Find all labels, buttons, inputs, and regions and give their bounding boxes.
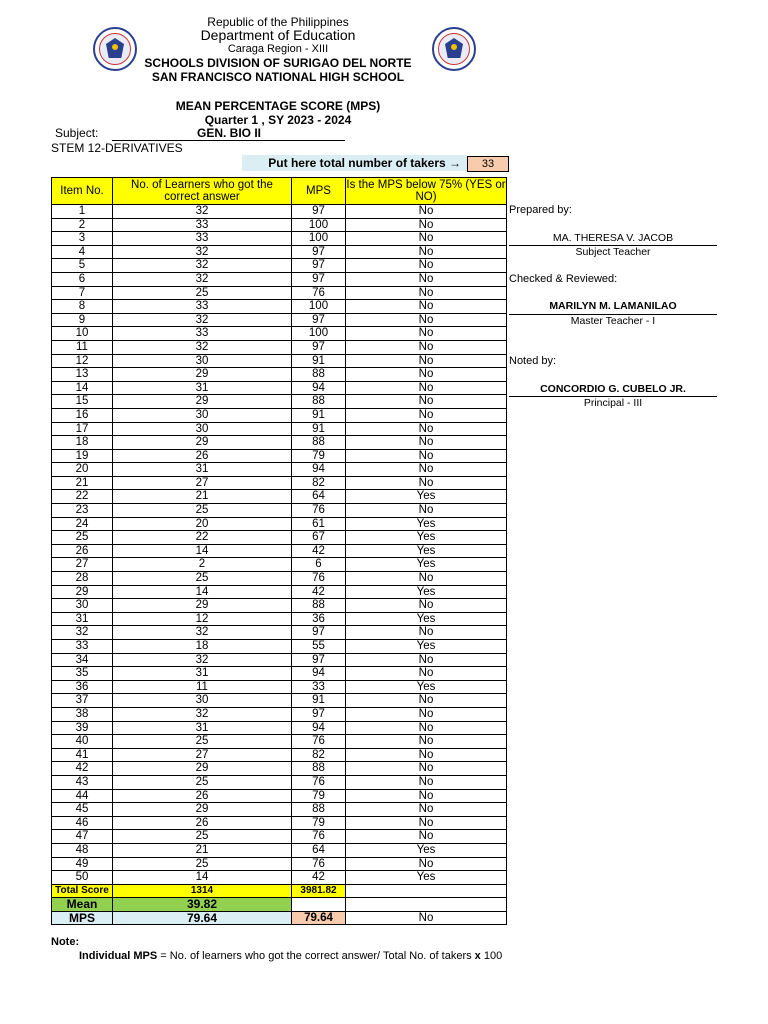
- correct-count-cell: 32: [113, 707, 292, 721]
- table-row: [52, 558, 507, 572]
- below-75-cell: No: [346, 775, 507, 789]
- col-below-header: Is the MPS below 75% (YES or NO): [346, 179, 506, 203]
- correct-count-cell: 32: [113, 245, 292, 259]
- mps-cell: 88: [292, 395, 346, 409]
- mps-cell: 97: [292, 340, 346, 354]
- table-row: [52, 476, 507, 490]
- correct-count-cell: 33: [113, 232, 292, 246]
- item-no-cell: 25: [52, 531, 113, 545]
- item-no-cell: 9: [52, 313, 113, 327]
- mps-cell: 100: [292, 300, 346, 314]
- below-75-cell: No: [346, 232, 507, 246]
- correct-count-cell: 18: [113, 640, 292, 654]
- table-row: [52, 205, 507, 219]
- mps-cell: 94: [292, 463, 346, 477]
- prepared-label: Prepared by:: [509, 204, 572, 216]
- below-75-cell: No: [346, 694, 507, 708]
- total-row: [52, 884, 507, 898]
- mps-cell: 97: [292, 245, 346, 259]
- correct-count-cell: 22: [113, 531, 292, 545]
- table-row: [52, 354, 507, 368]
- report-title: MEAN PERCENTAGE SCORE (MPS): [175, 99, 381, 113]
- table-row: [52, 463, 507, 477]
- correct-count-cell: 25: [113, 504, 292, 518]
- below-75-cell: No: [346, 272, 507, 286]
- table-row: [52, 626, 507, 640]
- below-75-cell: Yes: [346, 843, 507, 857]
- item-no-cell: 50: [52, 871, 113, 885]
- table-row: [52, 612, 507, 626]
- table-row: [52, 490, 507, 504]
- mps-cell: 91: [292, 354, 346, 368]
- total-blank: [346, 884, 507, 898]
- correct-count-cell: 33: [113, 218, 292, 232]
- mps-cell: 76: [292, 735, 346, 749]
- mps-cell: 91: [292, 422, 346, 436]
- below-75-cell: No: [346, 748, 507, 762]
- below-75-cell: No: [346, 789, 507, 803]
- mps-cell: 82: [292, 748, 346, 762]
- below-75-cell: No: [346, 408, 507, 422]
- prepared-role: Subject Teacher: [575, 246, 651, 258]
- below-75-cell: Yes: [346, 558, 507, 572]
- noted-label: Noted by:: [509, 355, 557, 367]
- mps-cell: 82: [292, 476, 346, 490]
- below-75-cell: No: [346, 735, 507, 749]
- item-no-cell: 1: [52, 205, 113, 219]
- correct-count-cell: 32: [113, 205, 292, 219]
- below-75-cell: No: [346, 340, 507, 354]
- below-75-cell: No: [346, 449, 507, 463]
- mps-cell: 55: [292, 640, 346, 654]
- mps-cell: 61: [292, 517, 346, 531]
- noted-name: CONCORDIO G. CUBELO JR.: [540, 383, 686, 395]
- table-row: [52, 789, 507, 803]
- mps-cell: 76: [292, 830, 346, 844]
- item-no-cell: 16: [52, 408, 113, 422]
- correct-count-cell: 29: [113, 803, 292, 817]
- item-no-cell: 18: [52, 436, 113, 450]
- table-row: [52, 327, 507, 341]
- mps-cell: 94: [292, 667, 346, 681]
- mps-cell: 64: [292, 490, 346, 504]
- item-no-cell: 2: [52, 218, 113, 232]
- item-no-cell: 41: [52, 748, 113, 762]
- mps-value-highlight: 79.64: [292, 911, 346, 925]
- correct-count-cell: 29: [113, 762, 292, 776]
- correct-count-cell: 33: [113, 300, 292, 314]
- table-row: [52, 395, 507, 409]
- correct-count-cell: 12: [113, 612, 292, 626]
- item-no-cell: 13: [52, 368, 113, 382]
- correct-count-cell: 27: [113, 476, 292, 490]
- item-no-cell: 20: [52, 463, 113, 477]
- below-75-cell: No: [346, 653, 507, 667]
- mps-cell: 42: [292, 585, 346, 599]
- mps-cell: 36: [292, 612, 346, 626]
- item-no-cell: 23: [52, 504, 113, 518]
- mps-cell: 42: [292, 544, 346, 558]
- mean-value: 39.82: [113, 898, 292, 912]
- mps-cell: 76: [292, 775, 346, 789]
- correct-count-cell: 32: [113, 313, 292, 327]
- correct-count-cell: 25: [113, 830, 292, 844]
- mps-row: [52, 911, 507, 925]
- correct-count-cell: 30: [113, 408, 292, 422]
- table-row: [52, 680, 507, 694]
- correct-count-cell: 32: [113, 340, 292, 354]
- item-no-cell: 37: [52, 694, 113, 708]
- item-no-cell: 10: [52, 327, 113, 341]
- below-75-cell: Yes: [346, 680, 507, 694]
- correct-count-cell: 25: [113, 857, 292, 871]
- below-75-cell: No: [346, 436, 507, 450]
- below-75-cell: No: [346, 572, 507, 586]
- correct-count-cell: 26: [113, 816, 292, 830]
- below-75-cell: No: [346, 504, 507, 518]
- subject-label: Subject:: [55, 126, 99, 140]
- mps-cell: 91: [292, 408, 346, 422]
- below-75-cell: No: [346, 830, 507, 844]
- correct-count-cell: 26: [113, 789, 292, 803]
- item-no-cell: 42: [52, 762, 113, 776]
- table-row: [52, 735, 507, 749]
- correct-count-cell: 32: [113, 626, 292, 640]
- mps-cell: 76: [292, 857, 346, 871]
- table-row: [52, 449, 507, 463]
- correct-count-cell: 11: [113, 680, 292, 694]
- below-75-cell: No: [346, 313, 507, 327]
- mps-cell: 76: [292, 504, 346, 518]
- mps-cell: 97: [292, 272, 346, 286]
- correct-count-cell: 14: [113, 544, 292, 558]
- item-no-cell: 21: [52, 476, 113, 490]
- table-row: [52, 381, 507, 395]
- table-row: [52, 816, 507, 830]
- table-row: [52, 857, 507, 871]
- below-75-cell: Yes: [346, 612, 507, 626]
- table-row: [52, 871, 507, 885]
- item-no-cell: 38: [52, 707, 113, 721]
- item-no-cell: 40: [52, 735, 113, 749]
- noted-role: Principal - III: [583, 397, 643, 409]
- mps-cell: 100: [292, 327, 346, 341]
- item-no-cell: 27: [52, 558, 113, 572]
- section-text: STEM 12-DERIVATIVES: [51, 141, 183, 155]
- item-no-cell: 34: [52, 653, 113, 667]
- table-row: [52, 259, 507, 273]
- below-75-cell: No: [346, 354, 507, 368]
- below-75-cell: No: [346, 300, 507, 314]
- correct-count-cell: 30: [113, 422, 292, 436]
- mps-cell: 76: [292, 572, 346, 586]
- mps-cell: 67: [292, 531, 346, 545]
- table-row: [52, 748, 507, 762]
- below-75-cell: Yes: [346, 531, 507, 545]
- correct-count-cell: 31: [113, 667, 292, 681]
- correct-count-cell: 31: [113, 381, 292, 395]
- item-no-cell: 11: [52, 340, 113, 354]
- item-no-cell: 44: [52, 789, 113, 803]
- table-row: [52, 408, 507, 422]
- below-75-cell: No: [346, 707, 507, 721]
- mps-cell: 64: [292, 843, 346, 857]
- takers-input[interactable]: 33: [467, 156, 509, 172]
- item-no-cell: 45: [52, 803, 113, 817]
- mps-cell: 88: [292, 368, 346, 382]
- below-75-cell: Yes: [346, 871, 507, 885]
- mps-value: 79.64: [113, 911, 292, 925]
- table-row: [52, 599, 507, 613]
- item-no-cell: 19: [52, 449, 113, 463]
- table-header-row: [52, 178, 507, 205]
- correct-count-cell: 31: [113, 721, 292, 735]
- below-75-cell: No: [346, 259, 507, 273]
- below-75-cell: No: [346, 857, 507, 871]
- item-no-cell: 15: [52, 395, 113, 409]
- item-no-cell: 28: [52, 572, 113, 586]
- table-row: [52, 272, 507, 286]
- total-mps: 3981.82: [292, 884, 346, 898]
- table-row: [52, 803, 507, 817]
- correct-count-cell: 32: [113, 272, 292, 286]
- table-row: [52, 300, 507, 314]
- col-correct-header: No. of Learners who got the correct answer: [113, 178, 292, 205]
- note-formula-x: x: [474, 950, 481, 962]
- region-text: Caraga Region - XIII: [227, 43, 329, 55]
- mps-cell: 94: [292, 381, 346, 395]
- note-formula: [79, 950, 502, 962]
- item-no-cell: 43: [52, 775, 113, 789]
- item-no-cell: 47: [52, 830, 113, 844]
- table-row: [52, 640, 507, 654]
- below-75-cell: Yes: [346, 517, 507, 531]
- item-no-cell: 7: [52, 286, 113, 300]
- mps-cell: 100: [292, 218, 346, 232]
- table-row: [52, 245, 507, 259]
- item-no-cell: 12: [52, 354, 113, 368]
- mps-below: No: [346, 911, 507, 925]
- table-row: [52, 313, 507, 327]
- mps-cell: 88: [292, 762, 346, 776]
- item-no-cell: 35: [52, 667, 113, 681]
- table-row: [52, 667, 507, 681]
- table-row: [52, 762, 507, 776]
- item-no-cell: 26: [52, 544, 113, 558]
- prepared-name: MA. THERESA V. JACOB: [552, 232, 674, 244]
- table-row: [52, 544, 507, 558]
- below-75-cell: No: [346, 245, 507, 259]
- item-no-cell: 8: [52, 300, 113, 314]
- mean-label: Mean: [52, 898, 113, 912]
- below-75-cell: No: [346, 368, 507, 382]
- below-75-cell: No: [346, 395, 507, 409]
- mps-cell: 76: [292, 286, 346, 300]
- col-mps-header: MPS: [292, 178, 346, 205]
- mps-cell: 97: [292, 205, 346, 219]
- below-75-cell: No: [346, 599, 507, 613]
- item-no-cell: 5: [52, 259, 113, 273]
- table-row: [52, 504, 507, 518]
- correct-count-cell: 14: [113, 585, 292, 599]
- item-no-cell: 22: [52, 490, 113, 504]
- table-row: [52, 286, 507, 300]
- below-75-cell: No: [346, 476, 507, 490]
- table-row: [52, 653, 507, 667]
- mps-cell: 79: [292, 816, 346, 830]
- mps-cell: 33: [292, 680, 346, 694]
- item-no-cell: 32: [52, 626, 113, 640]
- correct-count-cell: 26: [113, 449, 292, 463]
- table-row: [52, 517, 507, 531]
- correct-count-cell: 25: [113, 572, 292, 586]
- item-no-cell: 30: [52, 599, 113, 613]
- item-no-cell: 14: [52, 381, 113, 395]
- mps-cell: 88: [292, 599, 346, 613]
- division-text: SCHOOLS DIVISION OF SURIGAO DEL NORTE: [144, 56, 412, 70]
- mps-cell: 88: [292, 436, 346, 450]
- note-formula-end: 100: [483, 950, 503, 962]
- col-item-header: Item No.: [52, 178, 113, 205]
- below-75-cell: No: [346, 803, 507, 817]
- item-no-cell: 17: [52, 422, 113, 436]
- correct-count-cell: 2: [113, 558, 292, 572]
- below-75-cell: No: [346, 327, 507, 341]
- below-75-cell: No: [346, 218, 507, 232]
- item-no-cell: 33: [52, 640, 113, 654]
- item-no-cell: 4: [52, 245, 113, 259]
- below-75-cell: No: [346, 463, 507, 477]
- below-75-cell: Yes: [346, 640, 507, 654]
- mean-blank2: [346, 898, 507, 912]
- below-75-cell: No: [346, 626, 507, 640]
- correct-count-cell: 29: [113, 599, 292, 613]
- item-no-cell: 39: [52, 721, 113, 735]
- checked-label: Checked & Reviewed:: [509, 273, 618, 285]
- below-75-cell: No: [346, 667, 507, 681]
- table-row: [52, 218, 507, 232]
- below-75-cell: No: [346, 816, 507, 830]
- total-label: Total Score: [52, 884, 113, 898]
- below-75-cell: No: [346, 205, 507, 219]
- table-row: [52, 721, 507, 735]
- below-75-cell: No: [346, 286, 507, 300]
- table-row: [52, 436, 507, 450]
- mps-cell: 79: [292, 789, 346, 803]
- mps-cell: 97: [292, 626, 346, 640]
- below-75-cell: Yes: [346, 544, 507, 558]
- table-row: [52, 694, 507, 708]
- correct-count-cell: 25: [113, 286, 292, 300]
- item-no-cell: 31: [52, 612, 113, 626]
- item-no-cell: 3: [52, 232, 113, 246]
- table-row: [52, 843, 507, 857]
- table-row: [52, 572, 507, 586]
- mps-cell: 42: [292, 871, 346, 885]
- correct-count-cell: 31: [113, 463, 292, 477]
- correct-count-cell: 32: [113, 653, 292, 667]
- table-row: [52, 368, 507, 382]
- school-text: SAN FRANCISCO NATIONAL HIGH SCHOOL: [151, 70, 405, 84]
- table-row: [52, 585, 507, 599]
- note-formula-bold: Individual MPS: [79, 950, 158, 962]
- item-no-cell: 36: [52, 680, 113, 694]
- below-75-cell: Yes: [346, 490, 507, 504]
- mean-row: [52, 898, 507, 912]
- mps-cell: 6: [292, 558, 346, 572]
- table-row: [52, 422, 507, 436]
- table-row: [52, 232, 507, 246]
- correct-count-cell: 25: [113, 775, 292, 789]
- mps-cell: 97: [292, 259, 346, 273]
- correct-count-cell: 27: [113, 748, 292, 762]
- table-row: [52, 775, 507, 789]
- checked-role: Master Teacher - I: [570, 315, 656, 327]
- correct-count-cell: 21: [113, 490, 292, 504]
- mean-blank: [292, 898, 346, 912]
- correct-count-cell: 20: [113, 517, 292, 531]
- correct-count-cell: 30: [113, 694, 292, 708]
- item-no-cell: 29: [52, 585, 113, 599]
- mps-cell: 91: [292, 694, 346, 708]
- takers-prompt: Put here total number of takers →: [242, 155, 467, 171]
- item-no-cell: 24: [52, 517, 113, 531]
- table-row: [52, 830, 507, 844]
- below-75-cell: No: [346, 381, 507, 395]
- department-text: Department of Education: [200, 27, 356, 43]
- below-75-cell: No: [346, 422, 507, 436]
- correct-count-cell: 14: [113, 871, 292, 885]
- correct-count-cell: 33: [113, 327, 292, 341]
- item-no-cell: 6: [52, 272, 113, 286]
- checked-name: MARILYN M. LAMANILAO: [549, 300, 677, 312]
- correct-count-cell: 29: [113, 395, 292, 409]
- mps-cell: 97: [292, 653, 346, 667]
- mps-cell: 79: [292, 449, 346, 463]
- item-no-cell: 46: [52, 816, 113, 830]
- below-75-cell: Yes: [346, 585, 507, 599]
- item-no-cell: 48: [52, 843, 113, 857]
- correct-count-cell: 29: [113, 436, 292, 450]
- table-row: [52, 340, 507, 354]
- below-75-cell: No: [346, 762, 507, 776]
- total-correct: 1314: [113, 884, 292, 898]
- mps-cell: 97: [292, 313, 346, 327]
- note-label: Note:: [51, 936, 80, 948]
- correct-count-cell: 30: [113, 354, 292, 368]
- mps-cell: 94: [292, 721, 346, 735]
- mps-label: MPS: [52, 911, 113, 925]
- below-75-cell: No: [346, 721, 507, 735]
- republic-text: Republic of the Philippines: [207, 15, 349, 29]
- mps-cell: 88: [292, 803, 346, 817]
- table-row: [52, 707, 507, 721]
- mps-cell: 97: [292, 707, 346, 721]
- table-row: [52, 531, 507, 545]
- correct-count-cell: 21: [113, 843, 292, 857]
- note-formula-rest: = No. of learners who got the correct answer/ Total No. of takers: [160, 950, 472, 962]
- correct-count-cell: 32: [113, 259, 292, 273]
- mps-cell: 100: [292, 232, 346, 246]
- quarter-text: Quarter 1 , SY 2023 - 2024: [204, 113, 352, 127]
- subject-value: GEN. BIO II: [197, 126, 262, 140]
- correct-count-cell: 25: [113, 735, 292, 749]
- item-no-cell: 49: [52, 857, 113, 871]
- correct-count-cell: 29: [113, 368, 292, 382]
- mps-table: [51, 177, 507, 925]
